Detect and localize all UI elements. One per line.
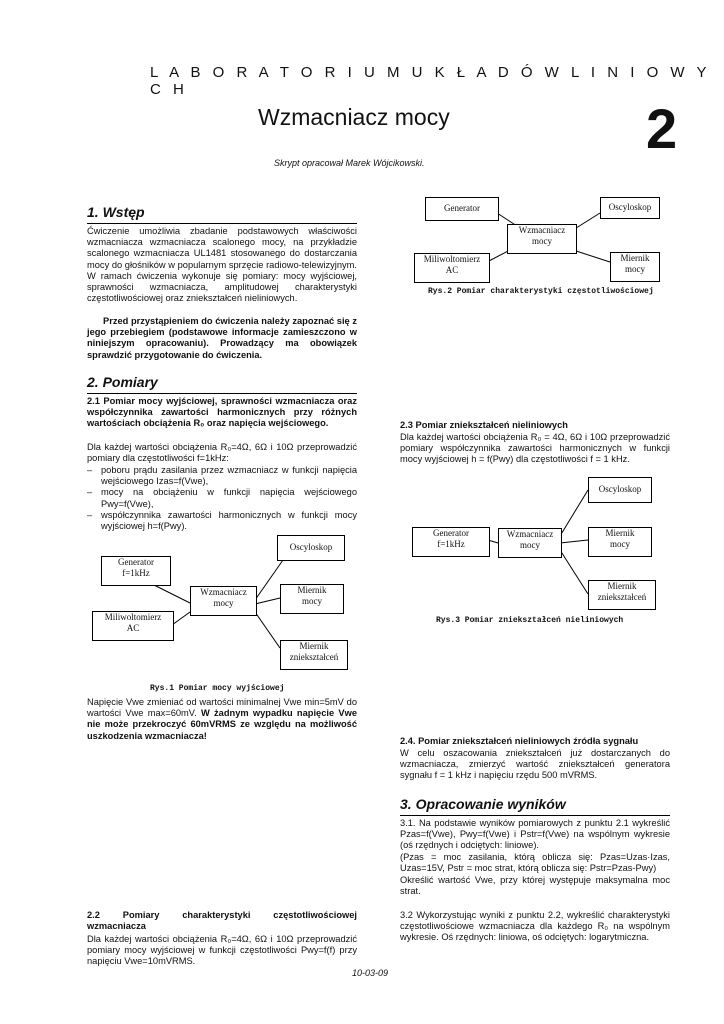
author-note: Skrypt opracował Marek Wójcikowski.	[274, 158, 425, 168]
section-2-1-p2: Napięcie Vwe zmieniać od wartości minimalnej Vwe min=5mV do wartości Vwe max=60mV. W żadnym wypadku napięcie Vwe nie może przekroczyć 60mVRMS ze względu na możliwość uszkodzenia wzmacniacza!	[87, 697, 357, 741]
section-2-4-heading: 2.4. Pomiar zniekształceń nieliniowych źródła sygnału	[400, 736, 639, 746]
power-meter-box-2: Miernik mocy	[610, 252, 660, 282]
generator-box-3: Generator f=1kHz	[412, 527, 490, 557]
figure-1-caption: Rys.1 Pomiar mocy wyjściowej	[150, 684, 285, 693]
section-3-1-p3: Określić wartość Vwe, przy której występuje maksymalna moc strat.	[400, 875, 670, 897]
millivoltmeter-box-2: Miliwoltomierz AC	[414, 253, 490, 283]
section-3-1-p2: (Pzas = moc zasilania, którą oblicza się: Pzas=Uzas·Izas, Uzas=15V, Pstr = moc strat, którą oblicza się: Pstr=Pzas-Pwy)	[400, 852, 670, 874]
section-2-4-p: W celu oszacowania zniekształceń już dostarczanych do wzmacniacza, zmierzyć wartość zniekształceń generatora sygnału f = 1 kHz i napięciu rzędu 500 mVRMS.	[400, 748, 670, 781]
amplifier-box: Wzmacniacz mocy	[190, 586, 257, 616]
distortion-meter-box: Miernik zniekształceń	[280, 640, 348, 670]
list-item: – współczynnika zawartości harmonicznych w funkcji mocy wyjściowej h=f(Pwy).	[87, 510, 357, 532]
section-2-3-p: Dla każdej wartości obciążenia R₀ = 4Ω, 6Ω i 10Ω przeprowadzić pomiary współczynnika zawartości harmonicznych w funkcji mocy wyjściowej h = f(Pwy) dla częstotliwości f = 1 kHz.	[400, 432, 670, 465]
section-2-1-p1: Dla każdej wartości obciążenia R₀=4Ω, 6Ω i 10Ω przeprowadzić pomiary dla częstotliwości f=1kHz:	[87, 442, 357, 464]
section-1-p2: Przed przystąpieniem do ćwiczenia należy zapoznać się z jego przebiegiem (podstawowe informacje zamieszczono w niniejszym opracowaniu). Prowadzący ma obowiązek sprawdzić przygotowanie do ćwiczenia.	[87, 316, 357, 360]
page-date: 10-03-09	[352, 968, 389, 978]
list-item: – mocy na obciążeniu w funkcji napięcia wejściowego Pwy=f(Vwe),	[87, 487, 357, 509]
section-3-2-p: 3.2 Wykorzystując wyniki z punktu 2.2, wykreślić charakterystyki częstotliwościowe wzmacniacza dla każdego R₀ na wspólnym wykresie. Oś rzędnych: liniowa, oś odciętych: logarytmiczna.	[400, 910, 670, 943]
section-2-3-heading: 2.3 Pomiar zniekształceń nieliniowych	[400, 420, 568, 430]
section-3-heading: 3. Opracowanie wyników	[400, 796, 670, 816]
section-2-1-heading: 2.1 Pomiar mocy wyjściowej, sprawności wzmacniacza oraz współczynnika zawartości harmonicznych przy różnych wartościach obciążenia R₀ oraz napięcia wejściowego.	[87, 396, 357, 429]
section-2-2-heading: 2.2 Pomiary charakterystyki częstotliwościowej wzmacniacza	[87, 910, 357, 932]
section-3-1-p1: 3.1. Na podstawie wyników pomiarowych z punktu 2.1 wykreślić Pzas=f(Vwe), Pwy=f(Vwe) i Pstr=f(Vwe) na wspólnym wykresie (oś rzędnych i odciętych: liniowe).	[400, 818, 670, 851]
section-2-heading: 2. Pomiary	[87, 374, 357, 394]
oscilloscope-box-3: Oscyloskop	[588, 477, 652, 503]
oscilloscope-box: Oscyloskop	[277, 535, 345, 561]
figure-3-caption: Rys.3 Pomiar zniekształceń nieliniowych	[436, 616, 624, 625]
section-1-p1: Ćwiczenie umożliwia zbadanie podstawowych właściwości wzmacniacza wzmacniacza scalonego mocy, na przykładzie scalonego wzmacniacza UL1481 stosowanego do dostarczania mocy do głośników w popularnym sprzęcie radiowo-telewizyjnym. W ramach ćwiczenia wykonuje się pomiary: mocy wyjściowej, sprawności wzmacniacza, amplitudowej charakterystyki częstotliwościowej oraz zniekształceń nieliniowych.	[87, 226, 357, 304]
lab-header: L A B O R A T O R I U M U K Ł A D Ó W L I N I O W Y C H	[150, 64, 711, 98]
section-2-2-p: Dla każdej wartości obciążenia R₀=4Ω, 6Ω i 10Ω przeprowadzić pomiary mocy wyjściowej w funkcji częstotliwości Pwy=f(f) przy napięciu Vwe=10mVRMS.	[87, 934, 357, 967]
power-meter-box: Miernik mocy	[280, 584, 344, 614]
list-item: – poboru prądu zasilania przez wzmacniacz w funkcji napięcia wejściowego Izas=f(Vwe),	[87, 465, 357, 487]
figure-2-caption: Rys.2 Pomiar charakterystyki częstotliwościowej	[428, 287, 654, 296]
exercise-number: 2	[646, 97, 678, 160]
generator-box-2: Generator	[425, 197, 499, 221]
amplifier-box-3: Wzmacniacz mocy	[498, 528, 562, 558]
power-meter-box-3: Miernik mocy	[588, 527, 652, 557]
page-title: Wzmacniacz mocy	[258, 104, 450, 130]
amplifier-box-2: Wzmacniacz mocy	[507, 224, 577, 254]
distortion-meter-box-3: Miernik zniekształceń	[588, 580, 656, 610]
oscilloscope-box-2: Oscyloskop	[600, 197, 660, 219]
generator-box: Generator f=1kHz	[101, 556, 171, 586]
millivoltmeter-box: Miliwoltomierz AC	[92, 611, 174, 641]
section-1-heading: 1. Wstęp	[87, 204, 357, 224]
